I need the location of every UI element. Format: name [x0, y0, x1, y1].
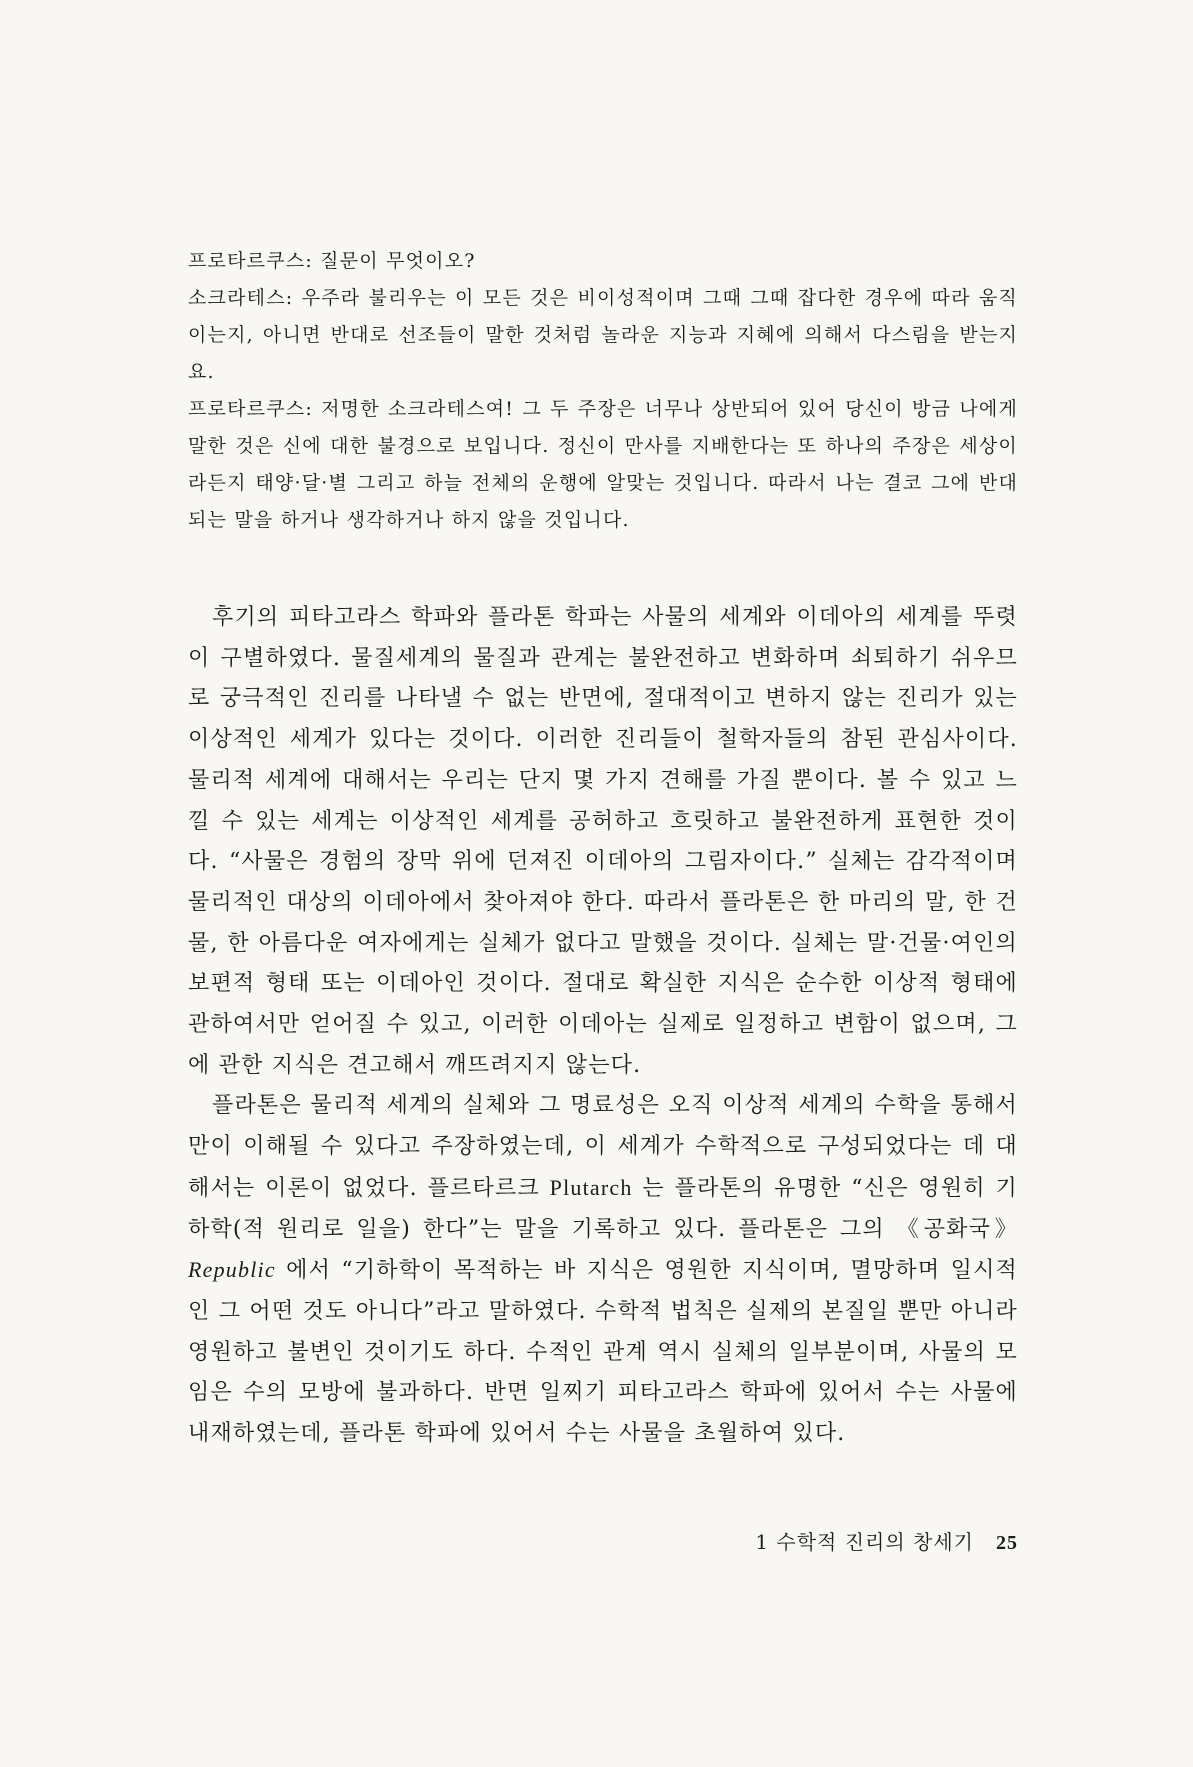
dialogue-line-protarchus-1: 프로타르쿠스: 질문이 무엇이오? — [188, 250, 476, 272]
paragraph-text: 는 플라톤의 유명한 “신은 영원히 기하학(적 원리로 일을) 한다”는 말을 기록하고 있다. 플라톤은 그의 《공화국》 — [188, 1175, 1019, 1242]
running-footer — [755, 1526, 1018, 1555]
speech-text: 질문이 무엇이오? — [320, 250, 476, 272]
speaker-name: 소크라테스 — [188, 287, 286, 309]
speech-text: 우주라 불리우는 이 모든 것은 비이성적이며 그때 그때 잡다한 경우에 따라 움직이는지, 아니면 반대로 선조들이 말한 것처럼 놀라운 지능과 지혜에 의해서 다스림을 받는지요. — [188, 287, 1018, 383]
speech-text: 저명한 소크라테스여! 그 두 주장은 너무나 상반되어 있어 당신이 방금 나에게 말한 것은 신에 대한 불경으로 보입니다. 정신이 만사를 지배한다는 또 하나의 주장은 세상이라든지 태양·달·별 그리고 하늘 전체의 운행에 알맞는 것입니다. 따라서 나는 결코 그에 반대되는 말을 하거나 생각하거나 하지 않을 것입니다. — [188, 398, 1019, 531]
paragraph-text: 플라톤은 물리적 세계의 실체와 그 명료성은 오직 이상적 세계의 수학을 통해서만이 이해될 수 있다고 주장하였는데, 이 세계가 수학적으로 구성되었다는 데 대해서는 이론이 없었다. 플르타르크 — [188, 1093, 1018, 1201]
paragraph-mathematics — [188, 1086, 1018, 1454]
dialogue-block — [188, 243, 1018, 539]
speaker-name: 프로타르쿠스 — [188, 250, 306, 272]
latin-term-republic: Republic — [188, 1257, 276, 1283]
page-number: 25 — [996, 1532, 1018, 1554]
main-text — [188, 598, 1018, 1455]
speaker-name: 프로타르쿠스 — [188, 398, 306, 420]
latin-term-plutarch: Plutarch — [549, 1174, 633, 1200]
paragraph-forms: 후기의 피타고라스 학파와 플라톤 학파는 사물의 세계와 이데아의 세계를 뚜렷이 구별하였다. 물질세계의 물질과 관계는 불완전하고 변화하며 쇠퇴하기 쉬우므로 궁극적인 진리를 나타낼 수 없는 반면에, 절대적이고 변하지 않는 진리가 있는 이상적인 세계가 있다는 것이다. 이러한 진리들이 철학자들의 참된 관심사이다. 물리적 세계에 대해서는 우리는 단지 몇 가지 견해를 가질 뿐이다. 볼 수 있고 느낄 수 있는 세계는 이상적인 세계를 공허하고 흐릿하고 불완전하게 표현한 것이다. “사물은 경험의 장막 위에 던져진 이데아의 그림자이다.” 실체는 감각적이며 물리적인 대상의 이데아에서 찾아져야 한다. 따라서 플라톤은 한 마리의 말, 한 건물, 한 아름다운 여자에게는 실체가 없다고 말했을 것이다. 실체는 말·건물·여인의 보편적 형태 또는 이데아인 것이다. 절대로 확실한 지식은 순수한 이상적 형태에 관하여서만 얻어질 수 있고, 이러한 이데아는 실제로 일정하고 변함이 없으며, 그에 관한 지식은 견고해서 깨뜨려지지 않는다. — [188, 605, 1018, 1078]
paragraph-text: 에서 “기하학이 목적하는 바 지식은 영원한 지식이며, 멸망하며 일시적인 그 어떤 것도 아니다”라고 말하였다. 수학적 법칙은 실제의 본질일 뿐만 아니라 영원하고 불변인 것이기도 하다. 수적인 관계 역시 실체의 일부분이며, 사물의 모임은 수의 모방에 불과하다. 반면 일찌기 피타고라스 학파에 있어서 수는 사물에 내재하였는데, 플라톤 학파에 있어서 수는 사물을 초월하여 있다. — [188, 1258, 1018, 1447]
dialogue-line-socrates: 소크라테스: 우주라 불리우는 이 모든 것은 비이성적이며 그때 그때 잡다한 경우에 따라 움직이는지, 아니면 반대로 선조들이 말한 것처럼 놀라운 지능과 지혜에 의해서 다스림을 받는지요. — [188, 287, 1018, 383]
chapter-title: 1 수학적 진리의 창세기 — [755, 1530, 974, 1554]
dialogue-line-protarchus-2: 프로타르쿠스: 저명한 소크라테스여! 그 두 주장은 너무나 상반되어 있어 당신이 방금 나에게 말한 것은 신에 대한 불경으로 보입니다. 정신이 만사를 지배한다는 또 하나의 주장은 세상이라든지 태양·달·별 그리고 하늘 전체의 운행에 알맞는 것입니다. 따라서 나는 결코 그에 반대되는 말을 하거나 생각하거나 하지 않을 것입니다. — [188, 398, 1019, 531]
